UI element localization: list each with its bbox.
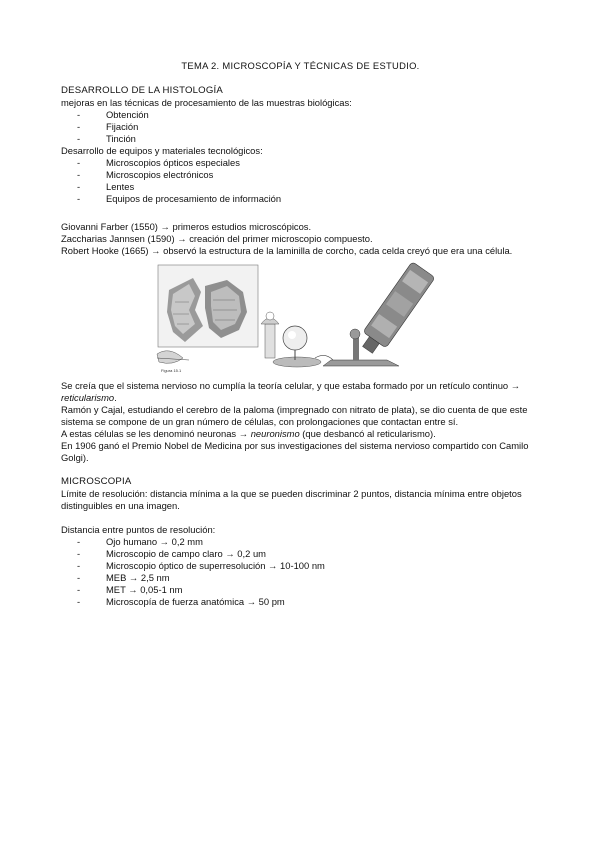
resolution-limit-text: Límite de resolución: distancia mínima a la que se pueden discriminar 2 puntos, distancia mínima entre objetos distinguibles en una imagen.	[61, 488, 522, 511]
list-item: - Fijación	[75, 121, 541, 133]
resolution-list	[61, 536, 539, 608]
list-item: - Microscopía de fuerza anatómica → 50 pm	[75, 596, 539, 608]
microscope-tube	[356, 262, 435, 358]
list-item: - Microscopio de campo claro → 0,2 um	[75, 548, 539, 560]
section-microscopy	[61, 476, 539, 608]
list-item: - Obtención	[75, 109, 541, 121]
neuro-block	[61, 380, 539, 464]
list-item: - Ojo humano → 0,2 mm	[75, 536, 539, 548]
flame-flask	[266, 312, 274, 320]
globe-condenser	[283, 326, 307, 350]
list-item: - MET → 0,05-1 nm	[75, 584, 539, 596]
history-block	[61, 221, 561, 257]
section-histology	[61, 85, 541, 205]
history-line: Robert Hooke (1665) → observó la estructura de la laminilla de corcho, cada celda creyó que era una célula.	[61, 245, 513, 256]
history-line: Zaccharias Jannsen (1590) → creación del primer microscopio compuesto.	[61, 233, 373, 244]
list-item: - Microscopio óptico de superresolución → 10-100 nm	[75, 560, 539, 572]
microscope-base	[273, 357, 321, 367]
list-item: - MEB → 2,5 nm	[75, 572, 539, 584]
hooke-microscope-figure	[155, 262, 443, 374]
section-heading-microscopy: MICROSCOPIA	[61, 476, 132, 487]
list-item: - Microscopios ópticos especiales	[75, 157, 541, 169]
intro-text-2: Desarrollo de equipos y materiales tecnológicos:	[61, 145, 263, 156]
neuro-paragraph-3: A estas células se les denominó neuronas → neuronismo (que desbancó al reticularismo).	[61, 428, 436, 439]
neuro-paragraph-2: Ramón y Cajal, estudiando el cerebro de la paloma (impregnado con nitrato de plata), se dio cuenta de que este sistema se compone de un gran número de células, con prolongaciones que contactan entre sí.	[61, 404, 528, 427]
page-title: TEMA 2. MICROSCOPÍA Y TÉCNICAS DE ESTUDIO.	[181, 60, 420, 71]
processing-list	[61, 109, 541, 145]
section-heading-histology: DESARROLLO DE LA HISTOLOGÍA	[61, 85, 223, 96]
list-item: - Microscopios electrónicos	[75, 169, 541, 181]
history-line: Giovanni Farber (1550) → primeros estudios microscópicos.	[61, 221, 312, 232]
neuro-paragraph-1: Se creía que el sistema nervioso no cumplía la teoría celular, y que estaba formado por un retículo continuo → reticularismo.	[61, 380, 521, 403]
resolution-distance-heading: Distancia entre puntos de resolución:	[61, 524, 216, 535]
list-item: - Lentes	[75, 181, 541, 193]
list-item: - Equipos de procesamiento de información	[75, 193, 541, 205]
intro-text: mejoras en las técnicas de procesamiento de las muestras biológicas:	[61, 97, 352, 108]
equipment-list	[61, 157, 541, 205]
neuro-paragraph-4: En 1906 ganó el Premio Nobel de Medicina por sus investigaciones del sistema nervioso compartido con Camilo Golgi).	[61, 440, 529, 463]
figure-caption: Figura 15.1	[161, 368, 182, 373]
list-item: - Tinción	[75, 133, 541, 145]
